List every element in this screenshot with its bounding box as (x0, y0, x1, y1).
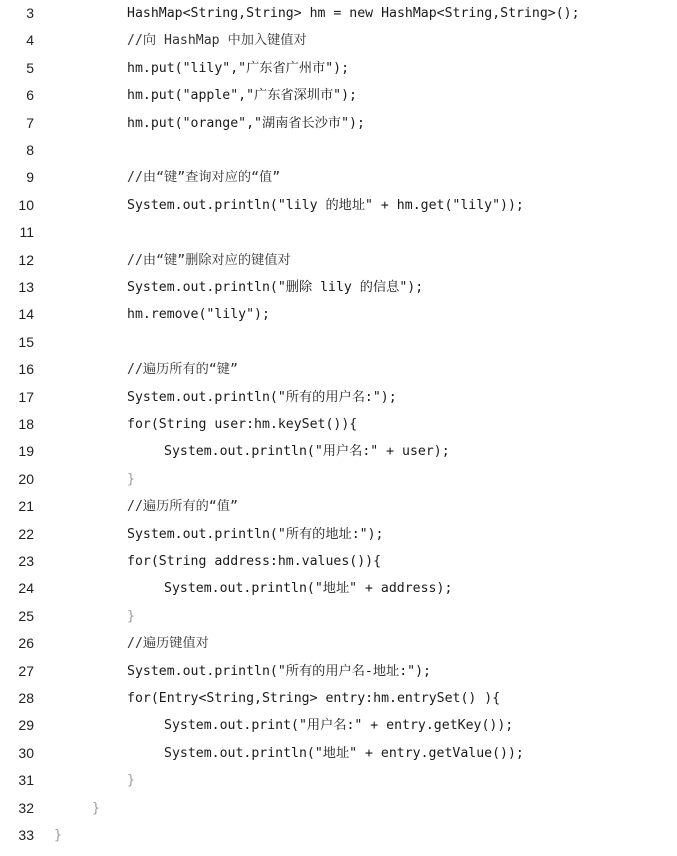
line-code: System.out.println("用户名:" + user); (164, 444, 450, 460)
line-number: 5 (26, 59, 34, 76)
code-line (0, 55, 677, 82)
line-code: System.out.print("用户名:" + entry.getKey()); (164, 718, 514, 734)
code-line (0, 740, 677, 767)
code-line (0, 548, 677, 575)
line-code: } (127, 471, 135, 487)
line-number: 18 (18, 416, 34, 432)
line-number: 20 (18, 470, 34, 487)
line-number: 29 (18, 717, 34, 734)
line-number: 17 (18, 388, 34, 405)
code-line (0, 247, 677, 274)
line-number: 26 (18, 635, 34, 652)
line-code: //由“键”查询对应的“值” (127, 170, 281, 186)
code-line (0, 575, 677, 602)
code-line (0, 192, 677, 219)
line-code: hm.remove("lily"); (127, 307, 270, 323)
code-line (0, 356, 677, 383)
code-line (0, 27, 677, 54)
line-number: 7 (26, 114, 34, 131)
line-number: 30 (18, 744, 34, 761)
line-number: 11 (19, 224, 34, 241)
line-number: 25 (18, 607, 34, 624)
code-line (0, 630, 677, 657)
code-line (0, 795, 677, 822)
code-line (0, 603, 677, 630)
line-number: 4 (26, 32, 34, 49)
code-line (0, 438, 677, 465)
line-number: 22 (18, 525, 34, 542)
line-code: for(Entry<String,String> entry:hm.entrySet() ){ (127, 691, 501, 706)
line-number: 31 (18, 772, 34, 789)
code-line (0, 219, 677, 246)
line-code: HashMap<String,String> hm = new HashMap<String,String>(); (127, 6, 580, 21)
code-line (0, 301, 677, 328)
code-line (0, 82, 677, 109)
line-code: } (54, 828, 62, 843)
line-number: 28 (18, 690, 34, 706)
code-line (0, 384, 677, 411)
line-code: } (92, 800, 100, 816)
code-line (0, 658, 677, 685)
line-number: 3 (26, 5, 34, 21)
code-line (0, 274, 677, 301)
line-number: 33 (18, 827, 34, 843)
line-code: for(String address:hm.values()){ (127, 554, 382, 569)
code-line (0, 466, 677, 493)
line-code: //遍历所有的“键” (127, 362, 238, 378)
line-code: System.out.println("所有的地址:"); (127, 526, 384, 542)
line-code: hm.put("orange","湖南省长沙市"); (127, 115, 365, 131)
line-code: System.out.println("所有的用户名:"); (127, 389, 397, 405)
line-number: 12 (18, 251, 34, 268)
line-code: } (127, 773, 135, 789)
line-number: 32 (18, 799, 34, 816)
code-line (0, 712, 677, 739)
line-number: 24 (18, 580, 34, 597)
code-line (0, 164, 677, 191)
line-number: 6 (26, 87, 34, 104)
line-number: 9 (26, 169, 34, 186)
code-line (0, 137, 677, 164)
line-code: //向 HashMap 中加入键值对 (127, 33, 307, 49)
line-code: System.out.println("删除 lily 的信息"); (127, 280, 424, 295)
line-code: hm.put("apple","广东省深圳市"); (127, 88, 357, 104)
line-number: 19 (18, 443, 34, 460)
code-line (0, 767, 677, 794)
line-code: System.out.println("地址" + entry.getValue()); (164, 745, 524, 761)
line-code: for(String user:hm.keySet()){ (127, 417, 358, 432)
code-line (0, 411, 677, 438)
line-number: 10 (18, 196, 34, 213)
line-number: 16 (18, 361, 34, 378)
line-number: 23 (18, 553, 34, 569)
code-line (0, 0, 677, 27)
line-code: } (127, 608, 135, 624)
code-line (0, 822, 677, 849)
line-number: 14 (18, 306, 34, 323)
code-line (0, 110, 677, 137)
line-code: //遍历键值对 (127, 636, 209, 652)
code-line (0, 685, 677, 712)
code-line (0, 493, 677, 520)
line-number: 13 (18, 279, 34, 295)
code-line (0, 329, 677, 356)
line-number: 8 (26, 142, 34, 158)
line-number: 15 (18, 333, 34, 350)
line-code: System.out.println("地址" + address); (164, 581, 453, 597)
line-number: 21 (18, 498, 34, 515)
line-code: hm.put("lily","广东省广州市"); (127, 60, 350, 76)
line-code: //由“键”删除对应的键值对 (127, 252, 291, 268)
line-number: 27 (18, 662, 34, 679)
code-line (0, 521, 677, 548)
line-code: //遍历所有的“值” (127, 499, 238, 515)
line-code: System.out.println("lily 的地址" + hm.get("lily")); (127, 197, 524, 213)
line-code: System.out.println("所有的用户名-地址:"); (127, 663, 431, 679)
